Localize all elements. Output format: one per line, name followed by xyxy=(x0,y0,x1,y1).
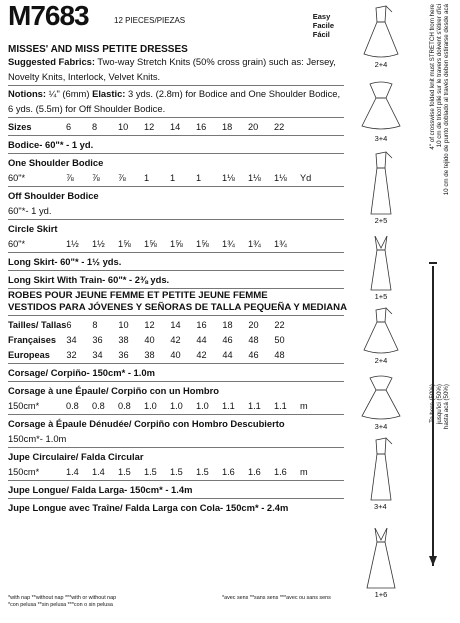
size-cell: 38 xyxy=(144,349,155,360)
sketch-label: 1+6 xyxy=(374,590,388,599)
width-cell: 150cm* xyxy=(8,466,40,477)
size-cell: 48 xyxy=(274,349,285,360)
size-cell: 48 xyxy=(248,334,259,345)
sketch-label-small: 3+4 xyxy=(374,502,387,511)
value-cell: 1.1 xyxy=(248,400,261,411)
one-shoulder-row xyxy=(8,170,311,185)
value-cell: 1.5 xyxy=(118,466,131,477)
sizes-row xyxy=(8,119,300,134)
size-cell: 34 xyxy=(92,349,103,360)
one-shoulder-label: One Shoulder Bodice xyxy=(8,157,104,168)
corsage-yardage: Corsage/ Corpiño- 150cm* - 1.0m xyxy=(8,367,155,378)
size-cell: 22 xyxy=(274,319,285,330)
off-shoulder-yardage: 60"*- 1 yd. xyxy=(8,205,52,216)
jupe-circulaire-row xyxy=(8,464,308,479)
value-cell: 1.6 xyxy=(274,466,287,477)
sketch-8 xyxy=(350,524,412,599)
value-cell: 1¾ xyxy=(222,238,235,249)
corsage-epaule-row xyxy=(8,398,308,413)
stretch-note-1: 4" of crosswise folded knit must STRETCH from here xyxy=(428,4,436,150)
europeas-label: Europeas xyxy=(8,349,50,360)
size-cell: 16 xyxy=(196,319,207,330)
stretch-note-2: 10 cm de tricot plié sur le travers doivent s'étirer d'ici xyxy=(435,4,443,148)
gown-sketch-icon xyxy=(361,436,401,502)
value-cell: 1½ xyxy=(92,238,105,249)
stretch-note-6: hasta acá (50%) xyxy=(442,384,450,430)
size-cell: 12 xyxy=(144,319,155,330)
difficulty-fr: Facile xyxy=(312,21,334,30)
value-cell: 1⅛ xyxy=(222,172,235,183)
width-cell: 60"* xyxy=(8,238,26,249)
value-cell: 1 xyxy=(170,172,176,183)
value-cell: 1.6 xyxy=(248,466,261,477)
size-cell: 22 xyxy=(274,121,285,132)
size-cell: 36 xyxy=(118,349,129,360)
size-cell: 50 xyxy=(274,334,285,345)
corsage-epaule-label: Corsage à une Épaule/ Corpiño con un Hombro xyxy=(8,385,219,396)
footnotes-en xyxy=(8,595,116,609)
notions-label: Notions: xyxy=(8,88,47,99)
value-cell: 1⅝ xyxy=(170,238,183,249)
stretch-note-3: 10 cm de tejido de punto doblado al través deben estirarse desde acá xyxy=(442,4,450,196)
title-en: MISSES' AND MISS PETITE DRESSES xyxy=(8,44,188,55)
pieces-count: 12 PIECES/PIEZAS xyxy=(114,16,186,25)
size-cell: 20 xyxy=(248,121,259,132)
size-cell: 6 xyxy=(66,319,72,330)
size-cell: 18 xyxy=(222,319,233,330)
unit-cell: Yd xyxy=(300,172,312,183)
size-cell: 10 xyxy=(118,121,129,132)
tailles-row xyxy=(8,317,300,332)
sketch-7 xyxy=(350,436,412,502)
value-cell: 1¾ xyxy=(274,238,287,249)
size-cell: 32 xyxy=(66,349,77,360)
fabrics-text: Two-way Stretch Knits (50% cross grain) such as: Jersey, Novelty Knits, Interlock, Velvet Knits. xyxy=(8,56,336,82)
size-cell: 8 xyxy=(92,121,98,132)
difficulty xyxy=(313,12,334,39)
size-cell: 36 xyxy=(92,334,103,345)
fabrics-label: Suggested Fabrics: xyxy=(8,56,95,67)
notions xyxy=(8,87,344,116)
unit-cell: m xyxy=(300,400,308,411)
unit-cell: m xyxy=(300,466,308,477)
sketch-label: 3+4 xyxy=(374,134,388,143)
yardage-chart xyxy=(8,0,348,515)
value-cell: 1.5 xyxy=(196,466,209,477)
difficulty-en: Easy xyxy=(312,12,331,21)
size-cell: 20 xyxy=(248,319,259,330)
size-cell: 10 xyxy=(118,319,129,330)
size-cell: 42 xyxy=(170,334,181,345)
size-cell: 38 xyxy=(118,334,129,345)
difficulty-es: Fácil xyxy=(312,30,330,39)
stretch-note-5: jusqu'ici (50%) xyxy=(435,384,443,425)
size-cell: 44 xyxy=(196,334,207,345)
stretch-gauge-text xyxy=(424,4,458,334)
size-cell: 14 xyxy=(170,121,181,132)
jupe-traine-yardage: Jupe Longue avec Traîne/ Falda Larga con Cola- 150cm* - 2.4m xyxy=(8,502,289,513)
gown-sketch-icon xyxy=(361,232,401,292)
notions-text: ¼" (6mm) xyxy=(46,88,93,99)
dress-sketch-icon xyxy=(358,78,404,134)
corsage-denudee-label: Corsage à Épaule Dénudée/ Corpiño con Hombro Descubierto xyxy=(8,418,285,429)
size-cell: 42 xyxy=(196,349,207,360)
off-shoulder-label: Off Shoulder Bodice xyxy=(8,190,99,201)
francaises-label: Françaises xyxy=(8,334,57,345)
suggested-fabrics xyxy=(8,55,344,84)
francaises-row xyxy=(8,332,300,347)
value-cell: 1⅝ xyxy=(196,238,209,249)
size-cell: 44 xyxy=(222,349,233,360)
value-cell: 0.8 xyxy=(66,400,79,411)
gown-sketch-icon xyxy=(361,524,401,590)
value-cell: 1.5 xyxy=(144,466,157,477)
bodice-yardage: Bodice- 60"* - 1 yd. xyxy=(8,139,94,150)
size-cell: 40 xyxy=(144,334,155,345)
corsage-denudee-yardage: 150cm*- 1.0m xyxy=(8,433,67,444)
stretch-gauge-line xyxy=(432,266,434,566)
value-cell: 1 xyxy=(196,172,202,183)
stretch-gauge-arrow-icon xyxy=(429,556,437,566)
value-cell: 0.8 xyxy=(92,400,105,411)
header xyxy=(8,0,344,44)
value-cell: ⅞ xyxy=(66,172,74,183)
footnote-en-2: *con pelusa **sin pelusa ***con o sin pelusa xyxy=(8,602,113,608)
size-cell: 14 xyxy=(170,319,181,330)
value-cell: 1.4 xyxy=(92,466,105,477)
size-cell: 18 xyxy=(222,121,233,132)
jupe-circulaire-label: Jupe Circulaire/ Falda Circular xyxy=(8,451,144,462)
sizes-label: Sizes xyxy=(8,121,32,132)
value-cell: 1¾ xyxy=(248,238,261,249)
value-cell: 1⅛ xyxy=(274,172,287,183)
width-cell: 150cm* xyxy=(8,400,40,411)
value-cell: 1.1 xyxy=(222,400,235,411)
value-cell: 1.0 xyxy=(196,400,209,411)
value-cell: 1.6 xyxy=(222,466,235,477)
size-cell: 16 xyxy=(196,121,207,132)
long-skirt-train-yardage: Long Skirt With Train- 60"* - 2⅜ yds. xyxy=(8,274,170,285)
sketch-1 xyxy=(350,4,412,69)
circle-skirt-row xyxy=(8,236,300,251)
size-cell: 34 xyxy=(66,334,77,345)
value-cell: 1 xyxy=(144,172,150,183)
elastic-label: Elastic: xyxy=(92,88,126,99)
dress-sketch-icon xyxy=(358,372,404,422)
size-cell: 46 xyxy=(248,349,259,360)
value-cell: 1½ xyxy=(66,238,79,249)
sketch-3 xyxy=(350,150,412,225)
europeas-row xyxy=(8,347,300,362)
size-cell: 6 xyxy=(66,121,72,132)
jupe-longue-yardage: Jupe Longue/ Falda Larga- 150cm* - 1.4m xyxy=(8,484,193,495)
tailles-label: Tailles/ Tallas xyxy=(8,319,67,330)
size-cell: 40 xyxy=(170,349,181,360)
sketch-5 xyxy=(350,306,412,365)
value-cell: 1.0 xyxy=(144,400,157,411)
value-cell: 0.8 xyxy=(118,400,131,411)
dress-sketch-icon xyxy=(358,306,404,356)
value-cell: 1⅛ xyxy=(248,172,261,183)
size-cell: 8 xyxy=(92,319,98,330)
sketch-label: 2+4 xyxy=(374,60,388,69)
circle-skirt-label: Circle Skirt xyxy=(8,223,58,234)
stretch-gauge-start xyxy=(429,262,437,264)
elastic-text: 3 yds. (2.8m) for Bodice and One Shoulder Bodice, 6 yds. (5.5m) for Off Shoulder Bodice. xyxy=(8,88,341,114)
sketch-label: 2+4 xyxy=(374,356,388,365)
garment-sketches xyxy=(350,4,458,619)
value-cell: ⅞ xyxy=(118,172,126,183)
width-cell: 60"* xyxy=(8,172,26,183)
footnote-fr: *avec sens **sans sens ***avec ou sans sens xyxy=(222,595,331,601)
sketch-label: 1+5 xyxy=(374,292,388,301)
value-cell: 1⅝ xyxy=(144,238,157,249)
dress-sketch-icon xyxy=(358,4,404,60)
pattern-number: M7683 xyxy=(8,0,89,31)
sketch-6 xyxy=(350,372,412,431)
sketch-2 xyxy=(350,78,412,143)
value-cell: ⅞ xyxy=(92,172,100,183)
sketch-label: 3+4 xyxy=(374,422,388,431)
footnote-en-1: *with nap **without nap ***with or without nap xyxy=(8,595,117,601)
sketch-label: 2+5 xyxy=(374,216,388,225)
sketch-4 xyxy=(350,232,412,301)
long-skirt-yardage: Long Skirt- 60"* - 1½ yds. xyxy=(8,256,122,267)
value-cell: 1⅝ xyxy=(118,238,131,249)
gown-sketch-icon xyxy=(361,150,401,216)
size-cell: 12 xyxy=(144,121,155,132)
tailles-table xyxy=(8,317,300,362)
size-cell: 46 xyxy=(222,334,233,345)
title-es: VESTIDOS PARA JÓVENES Y SEÑORAS DE TALLA PEQUEÑA Y MEDIANA xyxy=(8,302,348,313)
title-fr: ROBES POUR JEUNE FEMME ET PETITE JEUNE FEMME xyxy=(8,290,268,301)
value-cell: 1.5 xyxy=(170,466,183,477)
value-cell: 1.1 xyxy=(274,400,287,411)
value-cell: 1.0 xyxy=(170,400,183,411)
value-cell: 1.4 xyxy=(66,466,79,477)
